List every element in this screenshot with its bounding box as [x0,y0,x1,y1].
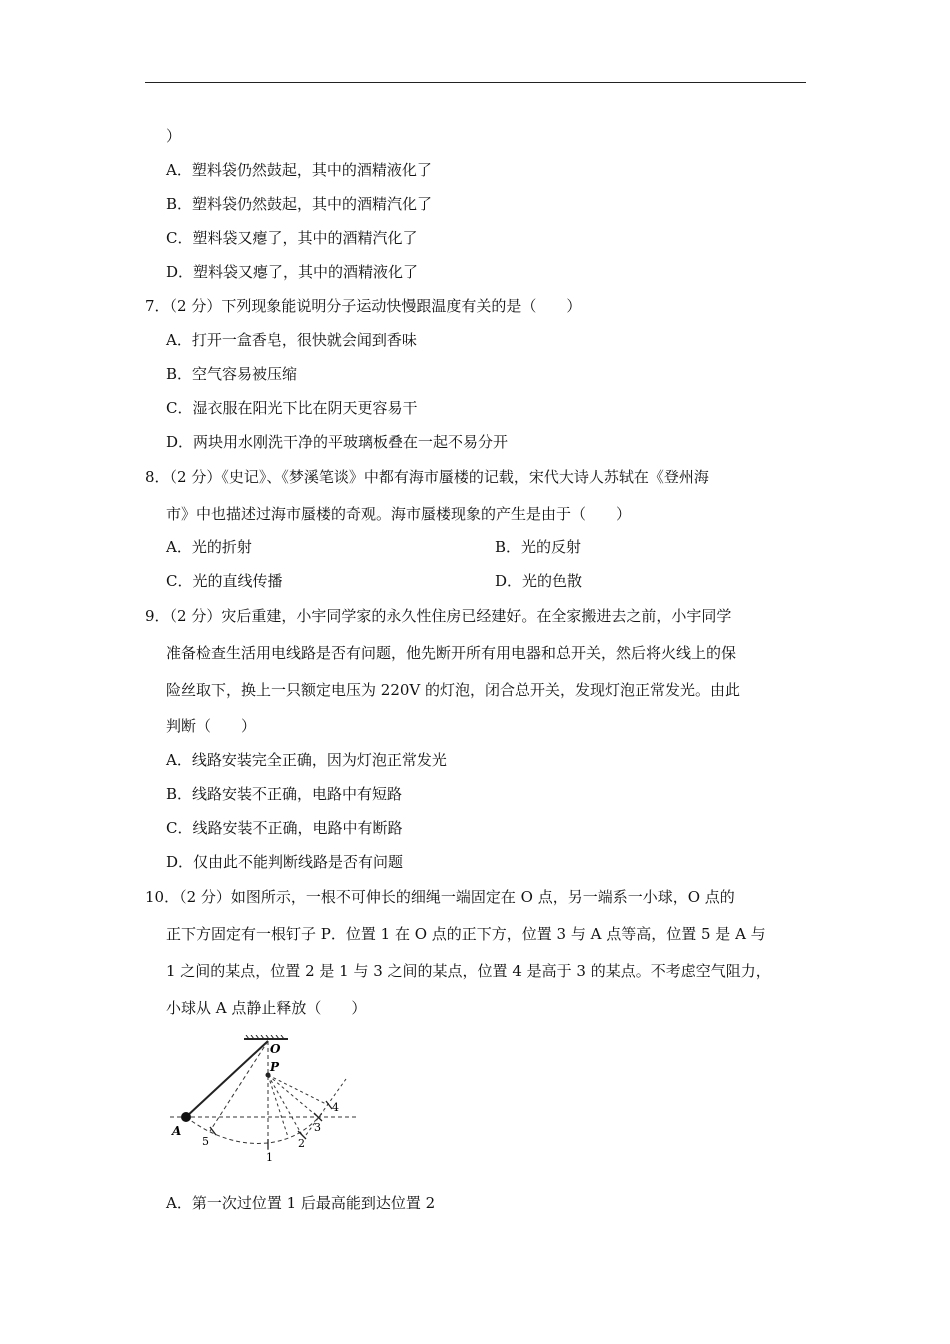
q9-stem-line2: 准备检查生活用电线路是否有问题，他先断开所有用电器和总开关，然后将火线上的保 [166,644,737,662]
q8-option-a[interactable]: A．光的折射 [166,538,252,556]
q10-stem-line3: 1 之间的某点，位置 2 是 1 与 3 之间的某点，位置 4 是高于 3 的某点。不考虑空气阻力， [166,962,771,980]
ball-a [181,1112,191,1122]
q10-stem-line1: 10．（2 分）如图所示，一根不可伸长的细绳一端固定在 O 点，另一端系一小球，O 点的 [145,888,735,906]
q6-option-d[interactable]: D．塑料袋又瘪了，其中的酒精液化了 [166,263,419,281]
pendulum-figure [166,1035,366,1165]
dashed-line-p-arc [268,1075,288,1137]
q9-stem-line3: 险丝取下，换上一只额定电压为 220V 的灯泡，闭合总开关，发现灯泡正常发光。由此 [166,681,741,699]
q7-stem: 7．（2 分）下列现象能说明分子运动快慢跟温度有关的是（ ） [145,297,582,315]
label-3: 3 [314,1121,321,1134]
q9-option-d[interactable]: D．仅由此不能判断线路是否有问题 [166,853,404,871]
q8-option-c[interactable]: C．光的直线传播 [166,572,283,590]
q7-option-a[interactable]: A．打开一盒香皂，很快就会闻到香味 [166,331,417,349]
label-p: P [270,1060,280,1074]
dashed-line-p-3 [268,1075,318,1117]
q6-option-a[interactable]: A．塑料袋仍然鼓起，其中的酒精液化了 [166,161,432,179]
q6-option-c[interactable]: C．塑料袋又瘪了，其中的酒精汽化了 [166,229,418,247]
q7-option-d[interactable]: D．两块用水刚洗干净的平玻璃板叠在一起不易分开 [166,433,509,451]
q8-option-b[interactable]: B．光的反射 [495,538,582,556]
label-2: 2 [298,1137,305,1150]
q8-stem-line2: 市》中也描述过海市蜃楼的奇观。海市蜃楼现象的产生是由于（ ） [166,505,632,523]
q9-stem-line1: 9．（2 分）灾后重建，小宇同学家的永久性住房已经建好。在全家搬进去之前，小宇同学 [145,607,732,625]
q10-stem-line2: 正下方固定有一根钉子 P．位置 1 在 O 点的正下方，位置 3 与 A 点等高，位置 5 是 A 与 [166,925,766,943]
header-rule [145,82,806,83]
label-5: 5 [202,1135,209,1148]
q9-stem-line4: 判断（ ） [166,717,257,735]
q10-option-a[interactable]: A．第一次过位置 1 后最高能到达位置 2 [166,1194,436,1212]
label-4: 4 [332,1101,339,1114]
label-o: O [270,1042,281,1056]
pendulum-string [186,1041,268,1117]
q9-option-b[interactable]: B．线路安装不正确，电路中有短路 [166,785,403,803]
q6-option-b[interactable]: B．塑料袋仍然鼓起，其中的酒精汽化了 [166,195,433,213]
q7-option-b[interactable]: B．空气容易被压缩 [166,365,298,383]
q9-option-c[interactable]: C．线路安装不正确，电路中有断路 [166,819,403,837]
dashed-line-p-4 [268,1075,328,1105]
dashed-line-diagonal [306,1079,346,1135]
q10-stem-line4: 小球从 A 点静止释放（ ） [166,999,367,1017]
q7-option-c[interactable]: C．湿衣服在阳光下比在阴天更容易干 [166,399,418,417]
q9-option-a[interactable]: A．线路安装完全正确，因为灯泡正常发光 [166,751,447,769]
q8-option-d[interactable]: D．光的色散 [495,572,583,590]
q6-tail: ） [166,127,182,145]
q8-stem-line1: 8．（2 分）《史记》、《梦溪笔谈》中都有海市蜃楼的记载，宋代大诗人苏轼在《登州海 [145,468,709,486]
label-a: A [172,1124,182,1138]
label-1: 1 [266,1151,273,1164]
